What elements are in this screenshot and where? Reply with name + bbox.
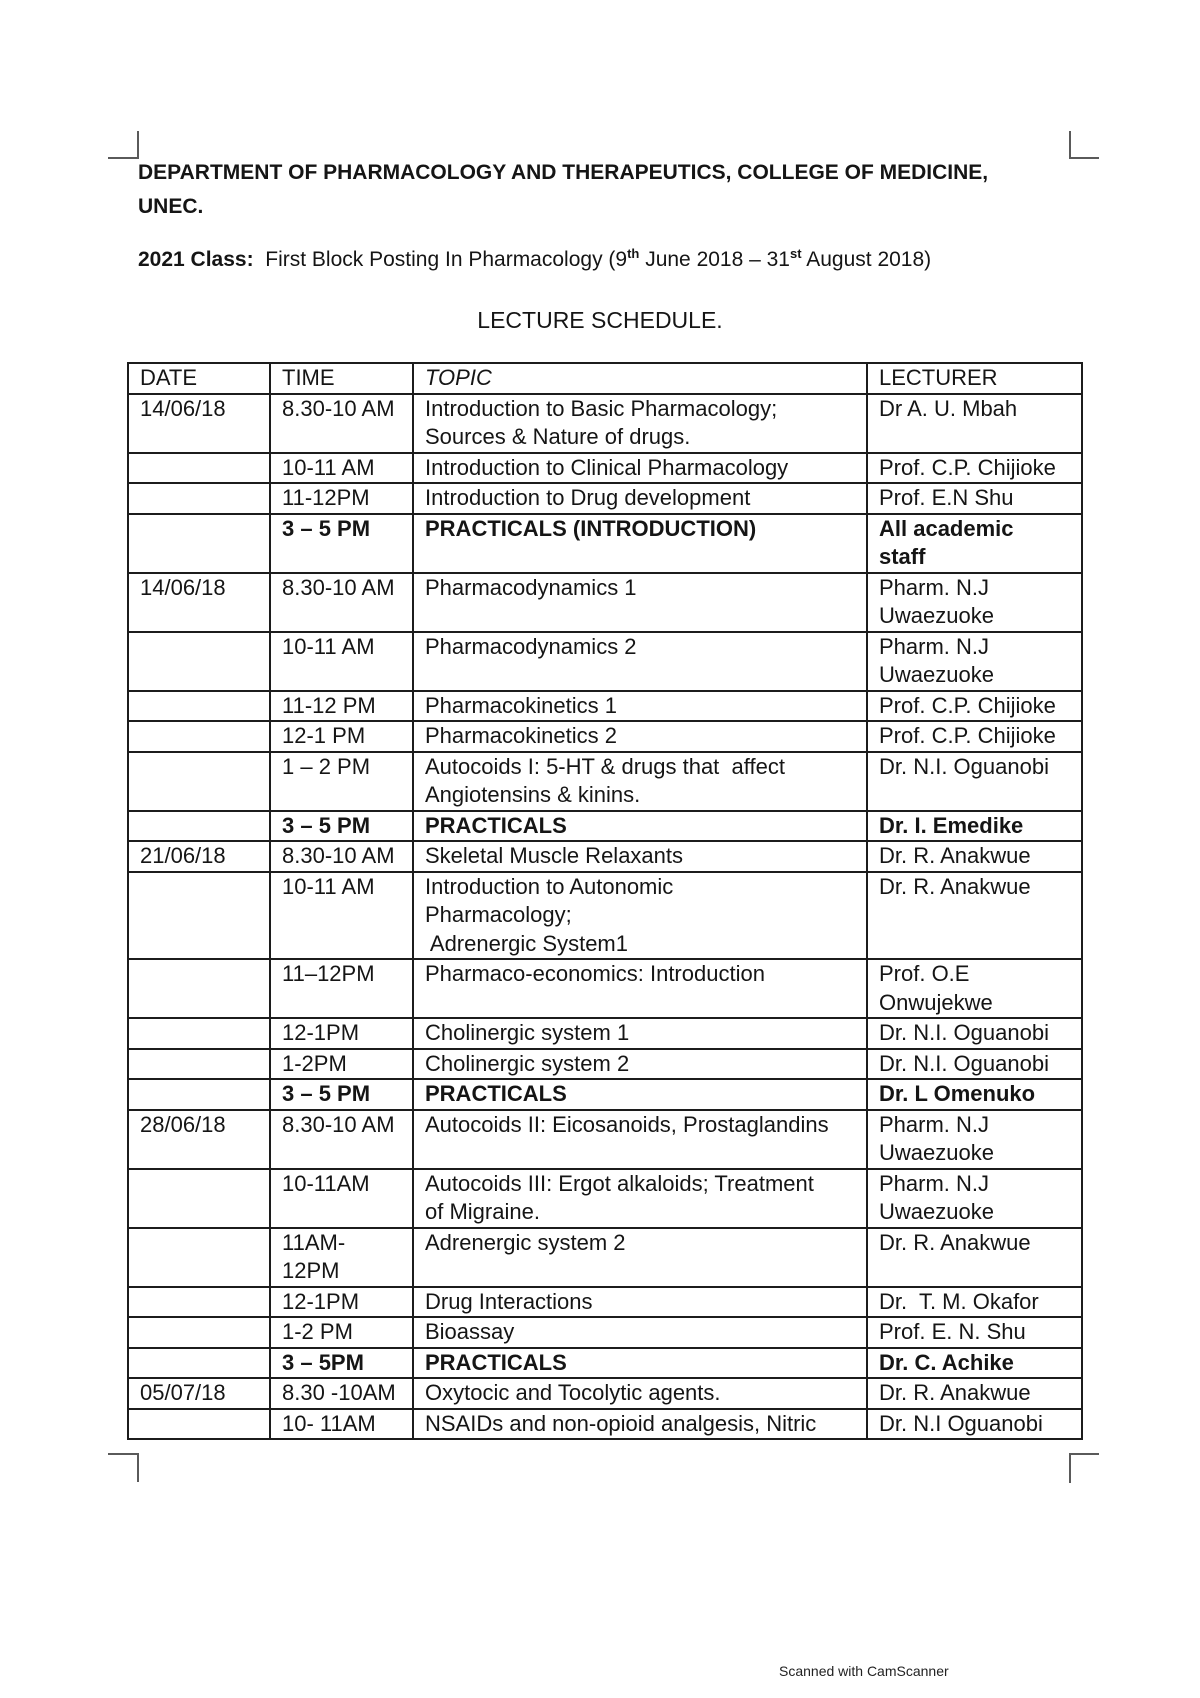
time-text: 11-12 PM — [282, 692, 376, 718]
crop-mark-bottom-left — [108, 1453, 139, 1482]
schedule-row — [128, 811, 1082, 842]
schedule-row — [128, 721, 1082, 752]
topic-text: Introduction to Autonomic — [425, 873, 674, 899]
date-cell — [128, 573, 270, 632]
lecturer-text: staff — [879, 544, 926, 569]
column-header-lecturer: LECTURER — [867, 363, 1082, 394]
time-cell — [270, 514, 413, 573]
topic-text: Autocoids I: 5-HT & drugs that affect — [425, 753, 785, 779]
time-text: 3 – 5 PM — [282, 812, 371, 838]
lecturer-cell — [867, 1348, 1082, 1379]
date-cell — [128, 394, 270, 453]
topic-cell — [413, 1348, 867, 1379]
topic-text: Sources & Nature of drugs. — [425, 424, 691, 449]
topic-cell — [413, 514, 867, 573]
time-text: 8.30-10 AM — [282, 843, 395, 868]
time-text: 3 – 5 PM — [282, 515, 371, 541]
lecturer-text: Prof. E.N Shu — [879, 485, 1014, 510]
schedule-row — [128, 1079, 1082, 1110]
time-text: 11-12PM — [282, 485, 370, 510]
schedule-row — [128, 394, 1082, 453]
date-text: 14/06/18 — [140, 574, 226, 600]
lecturer-text: Dr. R. Anakwue — [879, 1380, 1031, 1405]
date-cell — [128, 1287, 270, 1318]
date-cell — [128, 1049, 270, 1080]
date-text: 05/07/18 — [140, 1380, 226, 1405]
topic-cell — [413, 1317, 867, 1348]
topic-cell — [413, 1228, 867, 1287]
time-cell — [270, 841, 413, 872]
lecturer-text: Pharm. N.J — [879, 1111, 990, 1137]
time-cell — [270, 1378, 413, 1409]
lecturer-cell — [867, 811, 1082, 842]
lecturer-cell — [867, 841, 1082, 872]
date-cell — [128, 453, 270, 484]
time-text: 1-2PM — [282, 1050, 347, 1076]
posting-text: June 2018 – 31 — [639, 248, 790, 271]
time-cell — [270, 483, 413, 514]
schedule-row — [128, 959, 1082, 1018]
lecturer-text: Dr. R. Anakwue — [879, 843, 1031, 868]
schedule-row — [128, 841, 1082, 872]
lecturer-cell — [867, 1409, 1082, 1440]
topic-cell — [413, 1169, 867, 1228]
topic-cell — [413, 632, 867, 691]
topic-text: Introduction to Drug development — [425, 485, 751, 510]
topic-text: PRACTICALS — [425, 1349, 567, 1375]
time-text: 12-1PM — [282, 1288, 360, 1314]
time-text: 8.30-10 AM — [282, 395, 395, 421]
date-cell — [128, 1409, 270, 1440]
topic-text: Introduction to Clinical Pharmacology — [425, 454, 789, 480]
topic-cell — [413, 1378, 867, 1409]
schedule-row — [128, 573, 1082, 632]
time-text: 10-11 AM — [282, 454, 375, 480]
topic-cell — [413, 453, 867, 484]
column-header-date: DATE — [128, 363, 270, 394]
date-cell — [128, 514, 270, 573]
time-cell — [270, 752, 413, 811]
lecturer-text: Dr. N.I. Oguanobi — [879, 1050, 1049, 1076]
date-cell — [128, 841, 270, 872]
topic-text: Introduction to Basic Pharmacology; — [425, 395, 778, 421]
time-text: 8.30-10 AM — [282, 1111, 395, 1137]
lecturer-text: Prof. E. N. Shu — [879, 1319, 1026, 1344]
schedule-row — [128, 1317, 1082, 1348]
lecturer-cell — [867, 1378, 1082, 1409]
date-cell — [128, 959, 270, 1018]
lecturer-cell — [867, 1287, 1082, 1318]
lecturer-text: Dr. N.I Oguanobi — [879, 1410, 1043, 1436]
topic-cell — [413, 691, 867, 722]
lecturer-cell — [867, 691, 1082, 722]
date-cell — [128, 632, 270, 691]
topic-text: Cholinergic system 1 — [425, 1020, 630, 1045]
crop-mark-bottom-right — [1069, 1453, 1099, 1483]
lecturer-text: Dr. N.I. Oguanobi — [879, 753, 1049, 779]
time-cell — [270, 632, 413, 691]
time-cell — [270, 872, 413, 960]
time-text: 1-2 PM — [282, 1319, 353, 1344]
topic-cell — [413, 1409, 867, 1440]
topic-text: Skeletal Muscle Relaxants — [425, 843, 684, 868]
class-posting-line — [138, 245, 931, 275]
schedule-row — [128, 1378, 1082, 1409]
topic-text: Oxytocic and Tocolytic agents. — [425, 1380, 721, 1405]
time-text: 3 – 5PM — [282, 1349, 364, 1375]
time-text: 11AM- — [282, 1229, 346, 1255]
department-heading-line-2: UNEC. — [138, 195, 204, 218]
date-cell — [128, 1018, 270, 1049]
date-text: 28/06/18 — [140, 1111, 226, 1137]
time-text: 1 – 2 PM — [282, 753, 371, 779]
topic-text: Bioassay — [425, 1319, 515, 1344]
topic-cell — [413, 811, 867, 842]
lecturer-text: Dr. L Omenuko — [879, 1081, 1036, 1106]
column-header-topic: TOPIC — [413, 363, 867, 394]
time-text: 10- 11AM — [282, 1410, 376, 1436]
lecturer-cell — [867, 872, 1082, 960]
topic-text: Autocoids II: Eicosanoids, Prostaglandins — [425, 1111, 829, 1137]
topic-text: Pharmacology; — [425, 902, 572, 927]
lecturer-text: Pharm. N.J — [879, 1170, 990, 1196]
lecturer-text: Dr. R. Anakwue — [879, 1229, 1031, 1255]
time-cell — [270, 453, 413, 484]
lecturer-text: Uwaezuoke — [879, 1140, 994, 1165]
lecturer-cell — [867, 1049, 1082, 1080]
time-text: 8.30-10 AM — [282, 574, 395, 600]
time-cell — [270, 1348, 413, 1379]
time-cell — [270, 1079, 413, 1110]
lecturer-cell — [867, 453, 1082, 484]
lecturer-cell — [867, 1169, 1082, 1228]
time-cell — [270, 394, 413, 453]
lecturer-cell — [867, 632, 1082, 691]
topic-cell — [413, 1287, 867, 1318]
lecturer-text: Dr A. U. Mbah — [879, 395, 1018, 421]
date-cell — [128, 1228, 270, 1287]
department-heading-line-1: DEPARTMENT OF PHARMACOLOGY AND THERAPEUTICS, COLLEGE OF MEDICINE, — [138, 161, 989, 184]
lecturer-text: Dr. T. M. Okafor — [879, 1288, 1039, 1314]
time-text: 12PM — [282, 1258, 340, 1283]
header-row — [128, 363, 1082, 394]
topic-text: Pharmaco-economics: Introduction — [425, 961, 765, 986]
lecturer-text: Pharm. N.J — [879, 633, 990, 659]
lecturer-text: Prof. C.P. Chijioke — [879, 692, 1056, 718]
lecturer-text: Dr. R. Anakwue — [879, 873, 1031, 899]
topic-text: Angiotensins & kinins. — [425, 782, 641, 807]
topic-text: Adrenergic system 2 — [425, 1229, 626, 1255]
time-cell — [270, 1317, 413, 1348]
lecturer-cell — [867, 1110, 1082, 1169]
time-cell — [270, 1287, 413, 1318]
ordinal-suffix: th — [627, 246, 640, 261]
time-cell — [270, 1110, 413, 1169]
topic-cell — [413, 752, 867, 811]
topic-text: Pharmacokinetics 1 — [425, 692, 617, 718]
schedule-row — [128, 1409, 1082, 1440]
schedule-row — [128, 514, 1082, 573]
time-text: 12-1 PM — [282, 723, 366, 748]
topic-cell — [413, 573, 867, 632]
date-cell — [128, 483, 270, 514]
class-label: 2021 Class: — [138, 248, 254, 271]
date-cell — [128, 691, 270, 722]
lecturer-text: Dr. C. Achike — [879, 1349, 1014, 1375]
lecturer-text: Dr. I. Emedike — [879, 812, 1024, 838]
lecturer-cell — [867, 483, 1082, 514]
schedule-row — [128, 872, 1082, 960]
lecturer-cell — [867, 959, 1082, 1018]
time-cell — [270, 1018, 413, 1049]
date-cell — [128, 1348, 270, 1379]
date-cell — [128, 1169, 270, 1228]
time-text: 12-1PM — [282, 1020, 360, 1045]
time-cell — [270, 573, 413, 632]
time-cell — [270, 1049, 413, 1080]
lecturer-cell — [867, 752, 1082, 811]
schedule-rows — [128, 394, 1082, 1440]
time-text: 10-11 AM — [282, 633, 375, 659]
topic-cell — [413, 1110, 867, 1169]
time-cell — [270, 691, 413, 722]
lecturer-cell — [867, 1228, 1082, 1287]
scanner-watermark: Scanned with CamScanner — [779, 1663, 949, 1679]
topic-cell — [413, 959, 867, 1018]
column-header-time: TIME — [270, 363, 413, 394]
lecturer-cell — [867, 573, 1082, 632]
date-cell — [128, 1378, 270, 1409]
topic-text: Pharmacokinetics 2 — [425, 723, 617, 748]
lecture-schedule-table — [127, 362, 1083, 1440]
schedule-row — [128, 483, 1082, 514]
date-cell — [128, 1317, 270, 1348]
schedule-row — [128, 632, 1082, 691]
lecturer-text: All academic — [879, 515, 1014, 541]
topic-cell — [413, 1079, 867, 1110]
date-text: 21/06/18 — [140, 843, 226, 868]
crop-mark-top-left — [108, 131, 139, 159]
topic-text: Autocoids III: Ergot alkaloids; Treatment — [425, 1170, 814, 1196]
topic-text: PRACTICALS (INTRODUCTION) — [425, 515, 757, 541]
topic-text: NSAIDs and non-opioid analgesis, Nitric — [425, 1410, 817, 1436]
lecturer-cell — [867, 1018, 1082, 1049]
date-cell — [128, 1110, 270, 1169]
time-cell — [270, 721, 413, 752]
topic-cell — [413, 721, 867, 752]
schedule-row — [128, 691, 1082, 722]
lecturer-text: Uwaezuoke — [879, 1199, 994, 1224]
topic-text: Cholinergic system 2 — [425, 1050, 630, 1076]
time-text: 10-11AM — [282, 1170, 370, 1196]
schedule-row — [128, 752, 1082, 811]
topic-text: Drug Interactions — [425, 1288, 593, 1314]
topic-cell — [413, 872, 867, 960]
date-cell — [128, 752, 270, 811]
lecturer-cell — [867, 1079, 1082, 1110]
crop-mark-top-right — [1069, 131, 1099, 159]
lecturer-text: Uwaezuoke — [879, 662, 994, 687]
time-cell — [270, 811, 413, 842]
topic-cell — [413, 1049, 867, 1080]
lecturer-cell — [867, 514, 1082, 573]
lecturer-text: Prof. C.P. Chijioke — [879, 454, 1056, 480]
lecturer-text: Uwaezuoke — [879, 603, 994, 628]
topic-text: Pharmacodynamics 1 — [425, 574, 637, 600]
ordinal-suffix: st — [790, 246, 802, 261]
time-cell — [270, 959, 413, 1018]
topic-text: Pharmacodynamics 2 — [425, 633, 637, 659]
lecturer-text: Prof. O.E — [879, 961, 970, 986]
time-text: 11–12PM — [282, 961, 375, 986]
topic-text: of Migraine. — [425, 1199, 540, 1224]
topic-text: PRACTICALS — [425, 1081, 567, 1106]
lecturer-cell — [867, 394, 1082, 453]
topic-cell — [413, 841, 867, 872]
schedule-row — [128, 1018, 1082, 1049]
time-text: 10-11 AM — [282, 873, 375, 899]
lecturer-cell — [867, 721, 1082, 752]
date-cell — [128, 872, 270, 960]
schedule-row — [128, 453, 1082, 484]
schedule-row — [128, 1228, 1082, 1287]
time-text: 8.30 -10AM — [282, 1380, 396, 1405]
lecturer-text: Onwujekwe — [879, 989, 993, 1015]
date-text: 14/06/18 — [140, 395, 226, 421]
schedule-row — [128, 1287, 1082, 1318]
department-heading — [138, 156, 988, 224]
schedule-row — [128, 1348, 1082, 1379]
date-cell — [128, 721, 270, 752]
posting-text: August 2018) — [801, 248, 932, 271]
topic-cell — [413, 394, 867, 453]
schedule-row — [128, 1169, 1082, 1228]
schedule-row — [128, 1110, 1082, 1169]
time-cell — [270, 1228, 413, 1287]
time-text: 3 – 5 PM — [282, 1081, 371, 1106]
posting-text: First Block Posting In Pharmacology (9 — [253, 248, 628, 271]
topic-text: Adrenergic System1 — [425, 930, 628, 956]
lecturer-text: Pharm. N.J — [879, 574, 990, 600]
topic-cell — [413, 483, 867, 514]
time-cell — [270, 1169, 413, 1228]
time-cell — [270, 1409, 413, 1440]
lecturer-text: Dr. N.I. Oguanobi — [879, 1020, 1049, 1045]
topic-text: PRACTICALS — [425, 812, 567, 838]
date-cell — [128, 1079, 270, 1110]
schedule-row — [128, 1049, 1082, 1080]
topic-cell — [413, 1018, 867, 1049]
schedule-title: LECTURE SCHEDULE. — [477, 307, 723, 333]
date-cell — [128, 811, 270, 842]
lecturer-cell — [867, 1317, 1082, 1348]
lecturer-text: Prof. C.P. Chijioke — [879, 723, 1056, 748]
